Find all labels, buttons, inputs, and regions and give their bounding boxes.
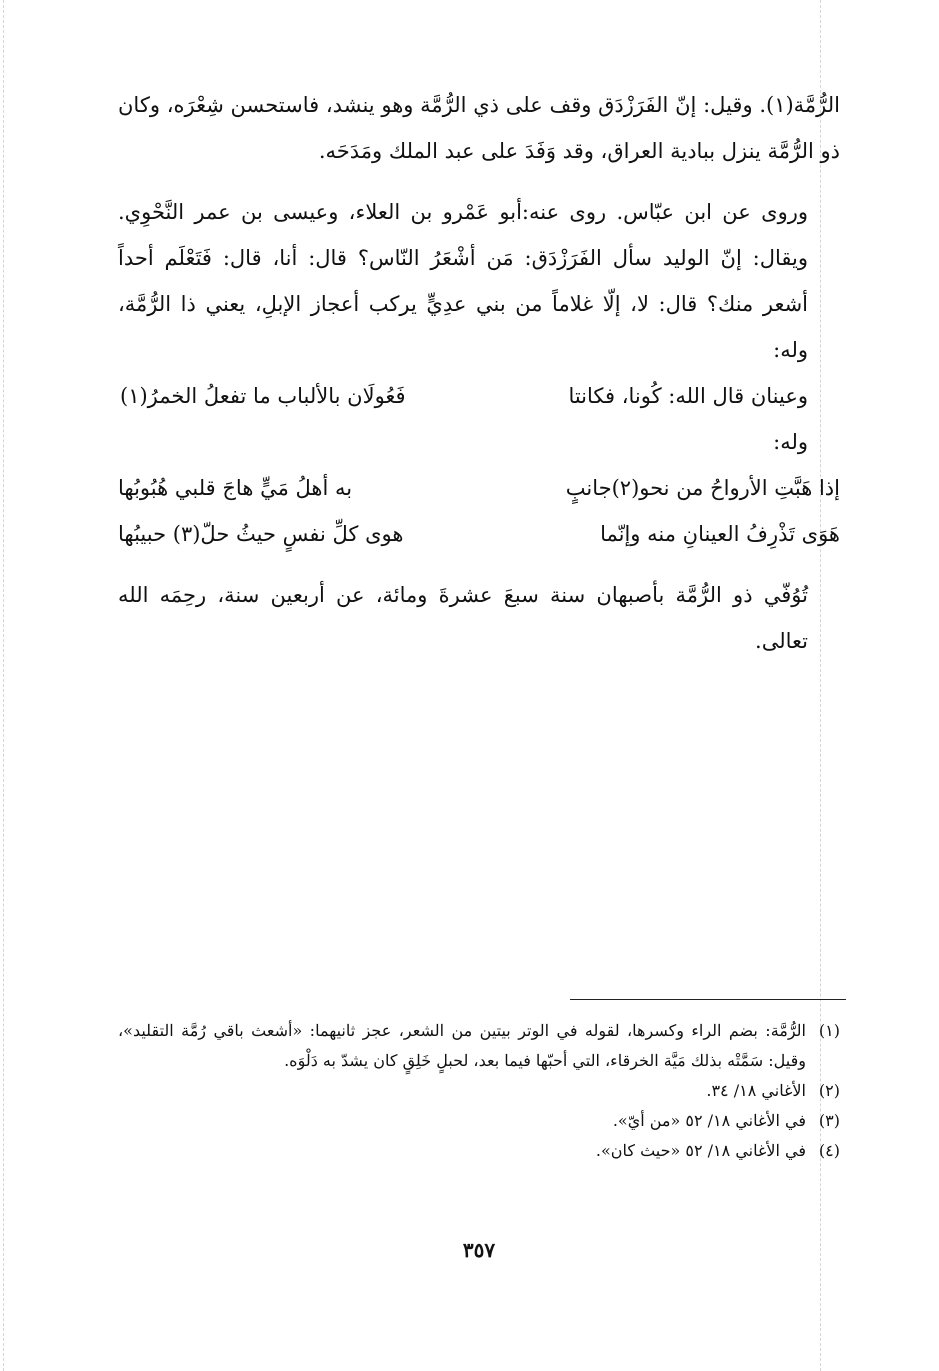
verse-2-second-hemistich: به أهلُ مَيٍّ هاجَ قلبي هُبُوبُها [118,476,353,500]
footnote-4 [118,1136,840,1166]
verse-line-1 [118,373,840,419]
verse-line-3 [118,511,840,557]
footnote-text: الرُّمَّة: بضم الراء وكسرها، لقوله في الوتر بيتين من الشعر، عجز ثانيهما: «أشعث باقي رُمَّة التقليد»، وقيل: سَمَّتْه بذلك مَيَّة الخرقاء، التي أحبّها فيما بعد، لحبلٍ خَلِقٍ كان يشدّ به دَلْوَه. [118,1021,806,1070]
main-text [118,82,840,664]
footnote-separator [570,999,846,1000]
footnotes [118,1016,840,1166]
footnote-number: (٣) [818,1111,840,1130]
verse-1-first-hemistich: وعينان قال الله: كُونا، فكانتا [568,384,808,408]
footnote-number: (٢) [818,1081,840,1100]
verse-line-2 [118,465,840,511]
paragraph-4: تُوُفّي ذو الرُّمَّة بأصبهان سنة سبعَ عشرةَ ومائة، عن أربعين سنة، رحِمَه الله تعالى. [118,583,808,653]
verse-3-first-hemistich: هَوَى تَذْرِفُ العينانِ منه وإنّما [600,522,840,546]
footnote-number: (٤) [818,1141,840,1160]
paragraph-2: وروى عن ابن عبّاس. روى عنه:أبو عَمْرو بن العلاء، وعيسى بن عمر النَّحْوِي. ويقال: إنّ الوليد سأل الفَرَزْدَق: مَن أشْعَرُ النّاس؟ قال: أنا، قال: فَتَعْلَم أحداً أشعر منك؟ قال: لا، إلّا غلاماً من بني عدِيٍّ يركب أعجاز الإبلِ، يعني ذا الرُّمَّة، وله: [118,200,808,362]
footnote-3 [118,1106,840,1136]
scan-edge-left [3,0,6,1371]
verse-3-second-hemistich: هوى كلِّ نفسٍ حيثُ حلّ(٣) حبيبُها [118,522,404,546]
verse-2-first-hemistich: إذا هَبَّتِ الأرواحُ من نحو(٢)جانبٍ [565,476,840,500]
footnote-number: (١) [818,1021,840,1040]
footnote-text: الأغاني ١٨/ ٣٤. [706,1081,806,1100]
footnote-1 [118,1016,840,1076]
paragraph-1: الرُّمَّة(١). وقيل: إنّ الفَرَزْدَق وقف على ذي الرُّمَّة وهو ينشد، فاستحسن شِعْرَه، وكان ذو الرُّمَّة ينزل ببادية العراق، وقد وَفَدَ على عبد الملك ومَدَحَه. [118,93,840,163]
verse-1-second-hemistich: فَعُولَان بالألباب ما تفعلُ الخمرُ(١) [120,384,406,408]
verse-intro: وله: [773,430,808,454]
page-number: ٣٥٧ [462,1238,496,1262]
footnote-text: في الأغاني ١٨/ ٥٢ «من أيّ». [612,1111,806,1130]
footnote-2 [118,1076,840,1106]
footnote-text: في الأغاني ١٨/ ٥٢ «حيث كان». [595,1141,806,1160]
